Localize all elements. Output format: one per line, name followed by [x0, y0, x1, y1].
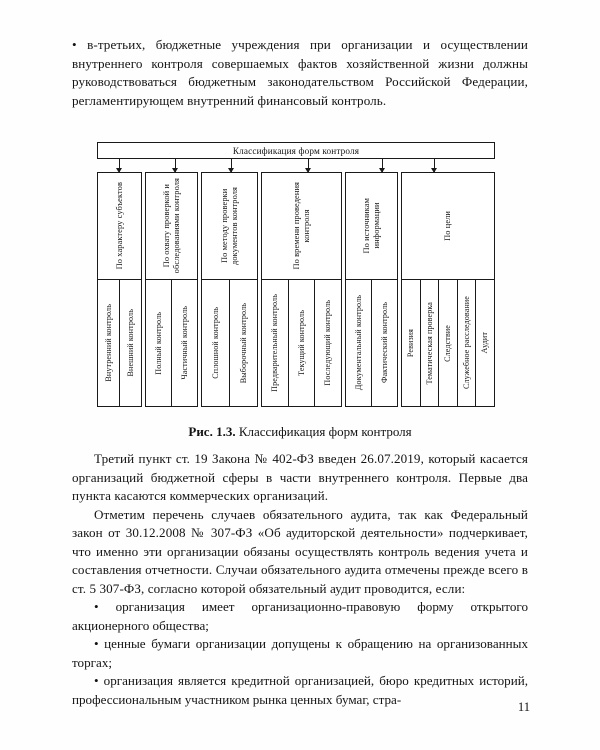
group-header-box	[201, 172, 258, 280]
group-header-box	[97, 172, 142, 280]
arrow-down-icon	[231, 159, 232, 172]
leaf-label: Частичный контроль	[179, 306, 189, 380]
classification-diagram	[97, 142, 495, 407]
leaf-label: Внутренний контроль	[103, 304, 113, 382]
figure-caption	[72, 424, 528, 440]
diagram-root-box: Классификация форм контроля	[97, 142, 495, 159]
intro-text-block	[72, 36, 528, 110]
group-leaf-row	[345, 280, 398, 407]
intro-paragraph: • в-третьих, бюджетные учреждения при организации и осуществлении внутреннего контроля совершаемых фактов хозяйственной жизни должны руководствоваться бюджетным законодательством Российской Федерации, регламентирующем внутренний финансовый контроль.	[72, 37, 528, 108]
diagram-arrows	[97, 159, 495, 172]
leaf-box	[262, 280, 289, 406]
group-leaf-row	[261, 280, 342, 407]
diagram-group	[345, 172, 398, 407]
arrow-down-icon	[382, 159, 383, 172]
leaf-box	[289, 280, 316, 406]
leaf-box	[172, 280, 197, 406]
leaf-label: Аудит	[480, 332, 490, 354]
leaf-label: Документальный контроль	[353, 295, 363, 391]
group-leaf-row	[201, 280, 258, 407]
leaf-label: Выборочный контроль	[238, 302, 248, 384]
bullet-item: • организация является кредитной организацией, бюро кредитных историй, профессиональным участником рынка ценных бумаг, стра-	[72, 673, 528, 707]
bullet-item: • организация имеет организационно-правовую форму открытого акционерного общества;	[72, 599, 528, 633]
leaf-box	[476, 280, 494, 406]
group-header-box	[401, 172, 495, 280]
diagram-group	[145, 172, 198, 407]
leaf-box	[315, 280, 341, 406]
leaf-label: Следствие	[443, 324, 453, 362]
group-label: По времени проведения контроля	[291, 182, 311, 270]
leaf-box	[458, 280, 477, 406]
leaf-box	[402, 280, 421, 406]
arrow-down-icon	[308, 159, 309, 172]
leaf-label: Полный контроль	[153, 311, 163, 375]
leaf-label: Последующий контроль	[323, 300, 333, 386]
group-leaf-row	[401, 280, 495, 407]
leaf-label: Фактический контроль	[379, 302, 389, 384]
leaf-box	[98, 280, 120, 406]
diagram-group-row	[97, 172, 495, 407]
group-leaf-row	[145, 280, 198, 407]
group-header-box	[261, 172, 342, 280]
group-header-box	[145, 172, 198, 280]
arrow-down-icon	[434, 159, 435, 172]
group-label: По характеру субъектов	[114, 182, 124, 270]
arrow-down-icon	[175, 159, 176, 172]
leaf-box	[230, 280, 257, 406]
leaf-label: Внешний контроль	[125, 309, 135, 377]
figure-caption-label: Рис. 1.3.	[188, 424, 236, 439]
diagram-group	[261, 172, 342, 407]
paragraph-3: Отметим перечень случаев обязательного аудита, так как Федеральный закон от 30.12.2008 № 307-ФЗ «Об аудиторской деятельности» подчеркивает, что именно эти организации обязаны осуществлять контроль ведения учета и составления отчетности. Случаи обязательного аудита отмечены прежде всего в ст. 5 307-ФЗ, согласно которой обязательный аудит проводится, если:	[72, 506, 528, 596]
leaf-label: Текущий контроль	[296, 310, 306, 376]
group-header-box	[345, 172, 398, 280]
leaf-box	[421, 280, 440, 406]
leaf-label: Служебное расследование	[461, 296, 471, 390]
leaf-label: Тематическая проверка	[424, 301, 434, 385]
group-label: По цели	[443, 211, 452, 241]
arrow-down-icon	[119, 159, 120, 172]
diagram-group	[201, 172, 258, 407]
leaf-box	[346, 280, 372, 406]
group-label: По охвату проверкой и обследованиями контроля	[161, 178, 181, 274]
group-leaf-row	[97, 280, 142, 407]
bullet-item: • ценные бумаги организации допущены к обращению на организованных торгах;	[72, 636, 528, 670]
leaf-box	[439, 280, 458, 406]
page-number: 11	[517, 700, 530, 714]
leaf-box	[372, 280, 397, 406]
leaf-box	[146, 280, 172, 406]
leaf-box	[202, 280, 230, 406]
leaf-label: Сплошной контроль	[210, 307, 220, 379]
group-label: По источникам информации	[361, 198, 381, 254]
paragraph-2: Третий пункт ст. 19 Закона № 402-ФЗ введен 26.07.2019, который касается организаций бюджетной сферы в части внутреннего контроля. Первые два пункта касаются коммерческих организаций.	[72, 451, 528, 503]
body-text-block	[72, 450, 528, 709]
group-label: По методу проверки документов контроля	[219, 186, 239, 266]
diagram-group	[97, 172, 142, 407]
leaf-box	[120, 280, 141, 406]
leaf-label: Ревизия	[406, 328, 416, 358]
diagram-group	[401, 172, 495, 407]
figure-caption-text: Классификация форм контроля	[235, 424, 412, 439]
leaf-label: Предварительный контроль	[270, 294, 280, 392]
